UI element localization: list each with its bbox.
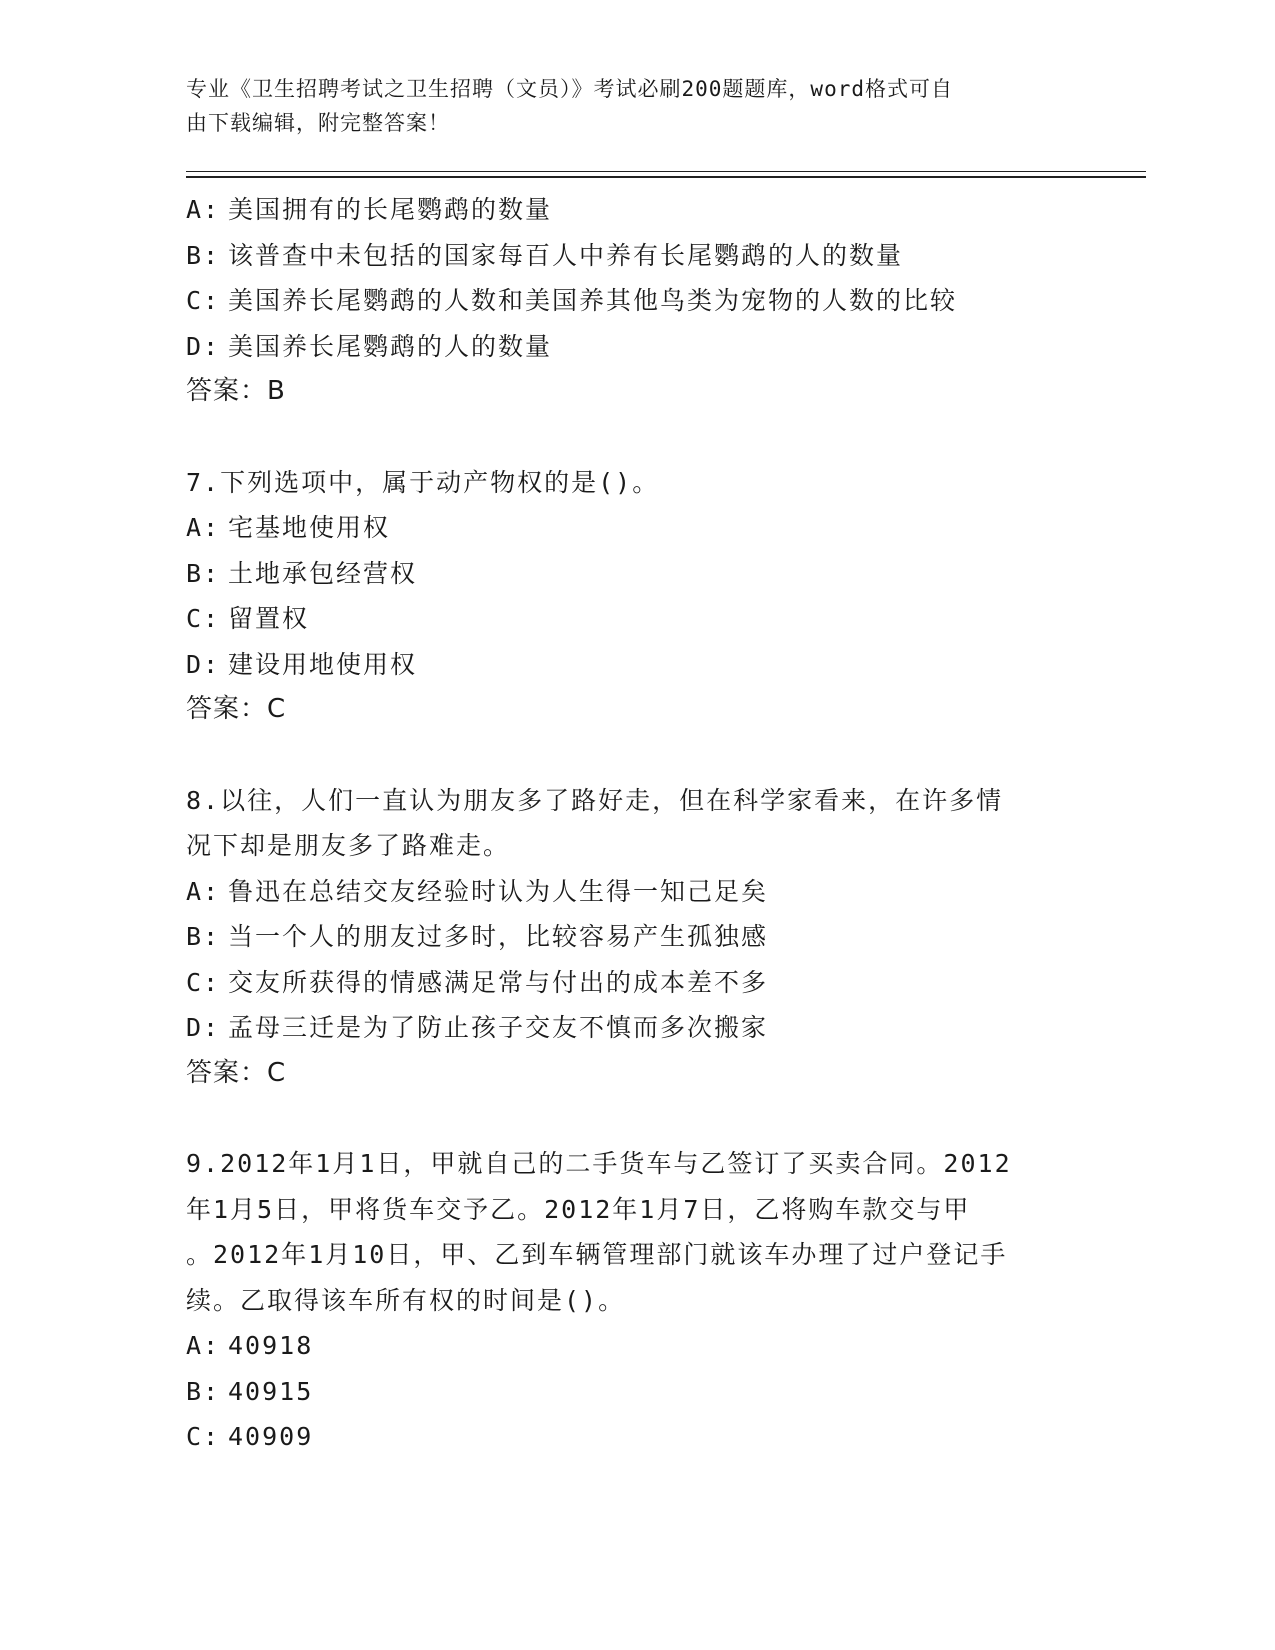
document-header [186,72,1066,140]
option-label: B: [186,922,221,951]
header-line-2: 由下载编辑，附完整答案！ [186,111,450,135]
header-line-1: 专业《卫生招聘考试之卫生招聘（文员）》考试必刷200题题库，word格式可自 [186,77,953,101]
question-6 [186,187,1086,415]
question-content [186,187,1086,1460]
answer: 答案：C [186,694,287,724]
option-label: B: [186,1376,221,1406]
option-a [186,187,1086,233]
header-divider-thick [186,176,1146,178]
option-a [186,869,1086,915]
question-9 [186,1141,1086,1460]
option-label: C: [186,604,221,633]
question-7 [186,460,1086,733]
option-text: 留置权 [228,604,310,633]
option-b [186,1369,1086,1415]
option-label: C: [186,967,221,997]
option-text: 宅基地使用权 [228,513,391,542]
question-stem-line: 况下却是朋友多了路难走。 [186,831,511,860]
option-a [186,1323,1086,1369]
option-text: 孟母三迁是为了防止孩子交友不慎而多次搬家 [228,1013,769,1042]
spacer [186,415,1086,460]
option-label: A: [186,195,221,224]
option-d [186,324,1086,370]
header-divider-thin [186,171,1146,172]
option-text: 土地承包经营权 [228,558,418,588]
question-8 [186,778,1086,1097]
question-stem: 7.下列选项中，属于动产物权的是()。 [186,467,660,497]
option-label: A: [186,1331,221,1360]
spacer [186,1096,1086,1141]
option-text: 鲁迅在总结交友经验时认为人生得一知己足矣 [228,876,769,906]
option-text: 当一个人的朋友过多时，比较容易产生孤独感 [228,922,769,951]
option-text: 交友所获得的情感满足常与付出的成本差不多 [228,967,769,997]
question-stem-line: 。2012年1月10日，甲、乙到车辆管理部门就该车办理了过户登记手 [186,1240,1008,1269]
option-text: 40918 [228,1331,314,1360]
option-a [186,505,1086,551]
option-text: 40909 [228,1422,314,1451]
question-stem-line: 8.以往，人们一直认为朋友多了路好走，但在科学家看来，在许多情 [186,785,1004,815]
option-label: C: [186,1422,221,1451]
option-label: D: [186,331,221,361]
option-d [186,1005,1086,1051]
option-label: D: [186,649,221,679]
spacer [186,733,1086,778]
option-label: A: [186,513,221,542]
option-label: B: [186,558,221,588]
option-c [186,278,1086,324]
option-b [186,914,1086,960]
option-text: 美国养长尾鹦鹉的人的数量 [228,331,553,361]
question-stem-line: 年1月5日，甲将货车交予乙。2012年1月7日，乙将购车款交与甲 [186,1194,971,1224]
option-text: 40915 [228,1376,314,1406]
answer: 答案：C [186,1057,287,1088]
question-stem-line: 续。乙取得该车所有权的时间是()。 [186,1285,626,1315]
option-label: D: [186,1013,221,1042]
option-b [186,233,1086,279]
option-c [186,596,1086,642]
option-label: A: [186,876,221,906]
option-text: 美国拥有的长尾鹦鹉的数量 [228,195,553,224]
option-b [186,551,1086,597]
option-d [186,642,1086,688]
option-c [186,960,1086,1006]
option-label: B: [186,240,221,270]
question-stem-line: 9.2012年1月1日，甲就自己的二手货车与乙签订了买卖合同。2012 [186,1149,1012,1178]
option-text: 该普查中未包括的国家每百人中养有长尾鹦鹉的人的数量 [228,240,904,270]
option-text: 建设用地使用权 [228,649,418,679]
option-label: C: [186,286,221,315]
answer: 答案：B [186,376,286,406]
option-text: 美国养长尾鹦鹉的人数和美国养其他鸟类为宠物的人数的比较 [228,286,958,315]
option-c [186,1414,1086,1460]
